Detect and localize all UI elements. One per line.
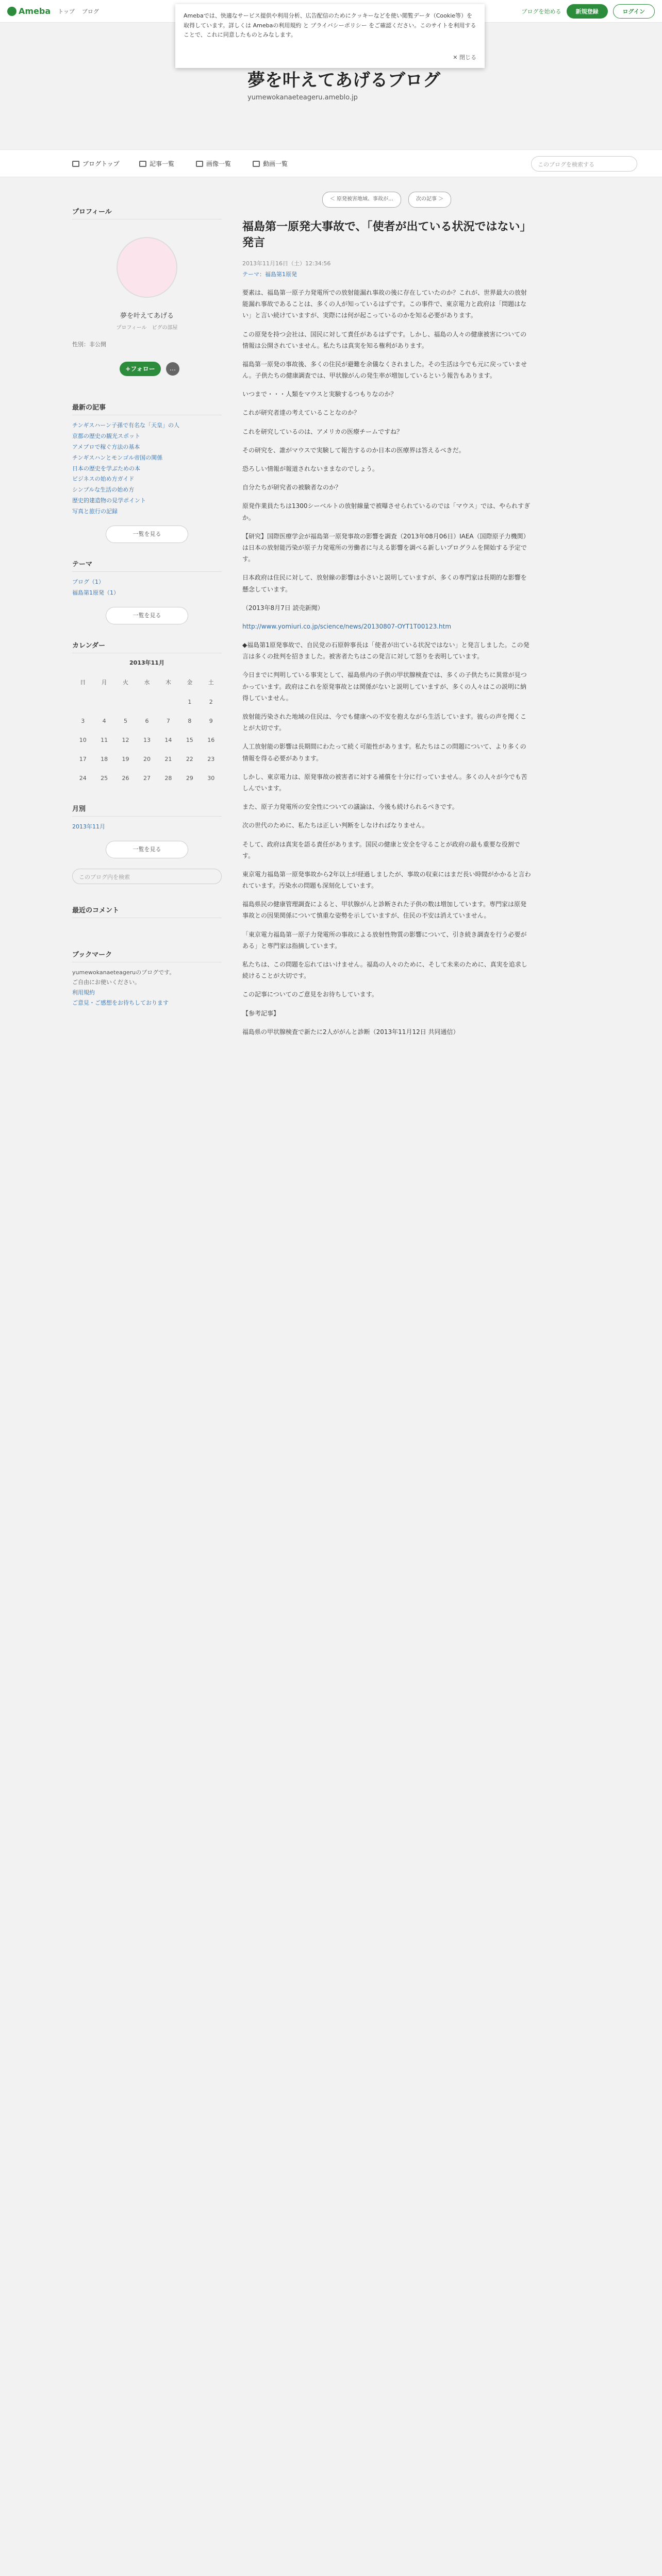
calendar-date: 25: [101, 774, 108, 782]
create-blog-link[interactable]: ブログを始める: [521, 8, 561, 15]
calendar-date: 3: [81, 717, 85, 724]
article-paragraph: 【研究】国際医療学会が福島第一原発事故の影響を調査（2013年08月06日）IAEA（国際原子力機関）は日本の放射能汚染が原子力発電所の労働者に与える影響を調べる新しいプログラムを開始する予定です。: [242, 532, 529, 563]
theme-item[interactable]: ブログ（1）: [72, 579, 104, 586]
calendar-date: 29: [186, 774, 193, 782]
login-button[interactable]: ログイン: [613, 4, 655, 19]
article-paragraph: 私たちは、この問題を忘れてはいけません。福島の人々のために、そして未来のために、真実を追求し続けることが大切です。: [242, 961, 527, 980]
theme-item[interactable]: 福島第1原発（1）: [72, 589, 119, 596]
nav-article-list[interactable]: [139, 159, 174, 168]
calendar-date: [115, 692, 136, 711]
article-paragraph: 福島県民の健康管理調査によると、甲状腺がんと診断された子供の数は増加しています。専門家は原発事故との因果関係について慎重な姿勢を示していますが、住民の不安は消えていません。: [242, 901, 527, 920]
article-paragraph: しかし、東京電力は、原発事故の被害者に対する補償を十分に行っていません。多くの人々が今でも苦しんでいます。: [242, 773, 527, 792]
article-paragraph: これが研究者達の考えていることなのか？: [242, 409, 360, 417]
article-paragraph: 原発作業員たちは1300シーベルトの放射線量で被曝させられているのでは「マウス」では、やられすぎか。: [242, 502, 531, 521]
calendar-day-header: 日: [80, 679, 86, 686]
blog-title[interactable]: 夢を叶えてあげるブログ: [247, 70, 440, 91]
article-paragraph: 東京電力福島第一原発事故から2年以上が経過しましたが、事故の収束にはまだ長い時間がかかると言われています。汚染水の問題も深刻化しています。: [242, 870, 531, 890]
calendar-date: 8: [188, 717, 192, 724]
calendar-date: 24: [79, 774, 87, 782]
calendar-day-header: 水: [144, 679, 150, 686]
calendar-date: [72, 692, 93, 711]
latest-item[interactable]: チンギスハーン子孫で有名な「天皇」の人: [72, 422, 180, 429]
calendar-day-header: 月: [101, 679, 107, 686]
prev-article-button[interactable]: ＜ 原発被害地域、事故が…: [322, 192, 401, 208]
article-paragraph: 放射能汚染された地域の住民は、今でも健康への不安を抱えながら生活しています。彼らの声を聞くことが大切です。: [242, 713, 527, 732]
bookmark-heading: ブックマーク: [72, 949, 222, 962]
latest-list-button[interactable]: 一覧を見る: [106, 526, 188, 543]
article: [242, 192, 531, 1038]
calendar-date: 5: [124, 717, 128, 724]
theme-heading: テーマ: [72, 558, 222, 572]
article-paragraph: 人工放射能の影響は長期間にわたって続く可能性があります。私たちはこの問題について、より多くの情報を得る必要があります。: [242, 743, 526, 762]
article-theme[interactable]: テーマ：福島第1原発: [242, 270, 297, 278]
nav-label: 画像一覧: [206, 160, 231, 167]
calendar-date: 13: [143, 736, 151, 743]
bookmark-text: yumewokanaeteageruのブログです。: [72, 969, 175, 976]
latest-item[interactable]: アメブロで稼ぐ方法の基本: [72, 443, 140, 450]
theme-list: [72, 577, 222, 599]
sidebar: [72, 206, 222, 1008]
calendar-date: 30: [207, 774, 215, 782]
article-paragraph[interactable]: http://www.yomiuri.co.jp/science/news/20130807-OYT1T00123.htm: [242, 622, 452, 630]
calendar-date: 20: [143, 755, 151, 762]
calendar: [72, 658, 222, 788]
blog-url: yumewokanaeteageru.ameblo.jp: [247, 94, 358, 101]
article-body: [242, 287, 531, 1038]
calendar-heading: カレンダー: [72, 640, 222, 653]
cookie-text: Amebaでは、快適なサービス提供や利用分析、広告配信のためにクッキーなどを使い閲覧データ（Cookie等）を取得しています。詳しくは Amebaの利用規約 と プライバシーポリシー をご確認ください。このサイトを利用することで、これに同意したものとみなします。: [184, 12, 476, 39]
article-paragraph: その研究を、誰がマウスで実験して報告するのか日本の医療界は答えるべきだ。: [242, 446, 465, 454]
calendar-date: 27: [143, 774, 151, 782]
calendar-date: 1: [188, 698, 192, 705]
profile-avatar[interactable]: [117, 237, 177, 298]
article-paragraph: 次の世代のために、私たちは正しい判断をしなければなりません。: [242, 822, 428, 829]
nav-image-list[interactable]: [196, 159, 231, 168]
profile-links[interactable]: プロフィール ピグの部屋: [116, 325, 178, 331]
video-icon: [253, 161, 260, 167]
sidebar-search-input[interactable]: このブログ内を検索: [72, 869, 222, 884]
register-button[interactable]: 新規登録: [567, 4, 608, 19]
article-paragraph: （2013年8月7日 読売新聞）: [242, 604, 324, 612]
article-paragraph: この原発を持つ会社は、国民に対して責任があるはずです。しかし、福島の人々の健康被害についての情報は公開されていません。私たちは真実を知る権利があります。: [242, 330, 527, 349]
calendar-day-header: 金: [187, 679, 193, 686]
article-paragraph: 自分たちが研究者の被験者なのか？: [242, 484, 342, 492]
calendar-month: 2013年11月: [129, 659, 164, 666]
theme-list-button[interactable]: 一覧を見る: [106, 607, 188, 624]
calendar-date: 23: [207, 755, 215, 762]
article-paragraph: 要素は、福島第一原子力発電所での放射能漏れ事故の後に存在していたのか？これが、世界最大の放射能漏れ事故であることは、多くの人が知っているはずです。この事件で、東京電力と政府は「問題はない」と言い続けていますが、実際には何が起こっているのかを知る必要があります。: [242, 289, 527, 319]
calendar-date: 19: [122, 755, 129, 762]
top-link-top[interactable]: トップ: [58, 8, 75, 15]
image-icon: [196, 161, 203, 167]
calendar-date: 18: [101, 755, 108, 762]
nav-video-list[interactable]: [253, 159, 288, 168]
next-article-button[interactable]: 次の記事 ＞: [408, 192, 451, 208]
calendar-date: [93, 692, 114, 711]
latest-list: [72, 420, 222, 517]
article-paragraph: そして、政府は真実を語る責任があります。国民の健康と安全を守ることが政府の最も重要な役割です。: [242, 840, 520, 859]
nav-label: ブログトップ: [82, 160, 120, 167]
cookie-close-button[interactable]: ✕ 閉じる: [453, 54, 476, 61]
article-paragraph: この記事についてのご意見をお待ちしています。: [242, 991, 378, 998]
calendar-date: 17: [79, 755, 87, 762]
list-icon: [139, 161, 146, 167]
nav-label: 動画一覧: [263, 160, 288, 167]
article-paragraph: ◆福島第1原発事故で、自民党の石原幹事長は「使者が出ている状況ではない」と発言しました。この発言は多くの批判を招きました。被害者たちはこの発言に対して怒りを表明しています。: [242, 641, 529, 660]
archive-list: [72, 822, 222, 833]
latest-heading: 最新の記事: [72, 402, 222, 415]
comments-heading: 最近のコメント: [72, 905, 222, 918]
calendar-date: 21: [164, 755, 172, 762]
calendar-date: 26: [122, 774, 129, 782]
nav-label: 記事一覧: [150, 160, 175, 167]
bookmark-link[interactable]: 利用規約: [72, 989, 95, 996]
latest-item[interactable]: 京都の歴史の観光スポット: [72, 432, 140, 439]
latest-item[interactable]: 日本の歴史を学ぶための本: [72, 465, 140, 472]
calendar-table: [72, 672, 222, 788]
latest-item[interactable]: ビジネスの始め方ガイド: [72, 476, 135, 483]
nav-blog-top[interactable]: [72, 159, 120, 168]
calendar-date: 11: [101, 736, 108, 743]
article-paragraph: いつまで・・・人類をマウスと実験するつもりなのか？: [242, 391, 397, 398]
archive-list-button[interactable]: 一覧を見る: [106, 841, 188, 858]
latest-item[interactable]: 写真と旅行の記録: [72, 508, 118, 515]
blog-search-input[interactable]: このブログを検索する: [531, 156, 637, 172]
follow-button[interactable]: +フォロー: [120, 362, 161, 376]
calendar-date: 6: [145, 717, 149, 724]
blog-nav: [0, 149, 662, 177]
ameba-logo[interactable]: [7, 6, 51, 16]
profile-heading: プロフィール: [72, 206, 222, 219]
home-icon: [72, 161, 79, 167]
article-date: 2013年11月16日（土）12:34:56: [242, 260, 331, 267]
profile-gender: 性別：非公開: [72, 341, 106, 348]
calendar-date: 9: [209, 717, 213, 724]
calendar-day-header: 火: [123, 679, 129, 686]
bookmark-section: [72, 968, 222, 1008]
top-link-blog[interactable]: ブログ: [81, 8, 99, 15]
calendar-date: 10: [79, 736, 87, 743]
article-paragraph: 【参考記事】: [242, 1009, 280, 1017]
calendar-day-header: 土: [208, 679, 214, 686]
more-menu-button[interactable]: …: [166, 362, 179, 376]
bookmark-link[interactable]: ご意見・ご感想をお待ちしております: [72, 999, 169, 1007]
calendar-day-header: 木: [165, 679, 171, 686]
profile-name[interactable]: 夢を叶えてあげる: [120, 312, 174, 320]
article-paragraph: これを研究しているのは、アメリカの医療チームですね？: [242, 428, 403, 435]
ameba-logo-icon: [7, 7, 16, 16]
cookie-banner: [175, 4, 485, 68]
logo-text: Ameba: [19, 6, 51, 16]
article-paragraph: 福島県の甲状腺検査で新たに2人ががんと診断（2013年11月12日 共同通信）: [242, 1028, 459, 1036]
article-paragraph: 日本政府は住民に対して、放射線の影響は小さいと説明していますが、多くの専門家は長期的な影響を懸念しています。: [242, 574, 527, 593]
calendar-date: 14: [164, 736, 172, 743]
calendar-date: [136, 692, 157, 711]
calendar-date: 4: [102, 717, 106, 724]
article-title: 福島第一原発大事故で、「使者が出ている状況ではない」発言: [242, 220, 526, 250]
archive-heading: 月別: [72, 803, 222, 817]
calendar-date: 15: [186, 736, 193, 743]
article-paragraph: また、原子力発電所の安全性についての議論は、今後も続けられるべきです。: [242, 803, 458, 811]
latest-item[interactable]: シンプルな生活の始め方: [72, 486, 135, 494]
calendar-date: [158, 692, 179, 711]
latest-item[interactable]: 歴史的建造物の見学ポイント: [72, 497, 146, 504]
bookmark-line: ご自由にお使いください。: [72, 979, 140, 986]
article-paragraph: 福島第一原発の事故後、多くの住民が避難を余儀なくされました。その生活は今でも元に戻っていません。子供たちの健康調査では、甲状腺がんの発生率が増加しているという報告もあります。: [242, 360, 527, 380]
calendar-date: 28: [164, 774, 172, 782]
article-paragraph: 「東京電力福島第一原子力発電所の事故による放射性物質の影響について、引き続き調査を行う必要がある」と専門家は指摘しています。: [242, 930, 527, 950]
article-paragraph: 今日までに判明している事実として、福島県内の子供の甲状腺検査では、多くの子供たちに異常が見つかっています。政府はこれを原発事故とは関係がないと説明していますが、多くの人々はこの説明に納得していません。: [242, 671, 527, 702]
article-paragraph: 恐ろしい情報が報道されないままなのでしょう。: [242, 465, 379, 473]
calendar-date: 22: [186, 755, 193, 762]
calendar-date: 16: [207, 736, 215, 743]
archive-item[interactable]: 2013年11月: [72, 823, 105, 830]
calendar-date: 7: [166, 717, 170, 724]
calendar-date: 12: [122, 736, 129, 743]
calendar-date: 2: [209, 698, 213, 705]
latest-item[interactable]: チンギスハンとモンゴル帝国の関係: [72, 454, 163, 461]
